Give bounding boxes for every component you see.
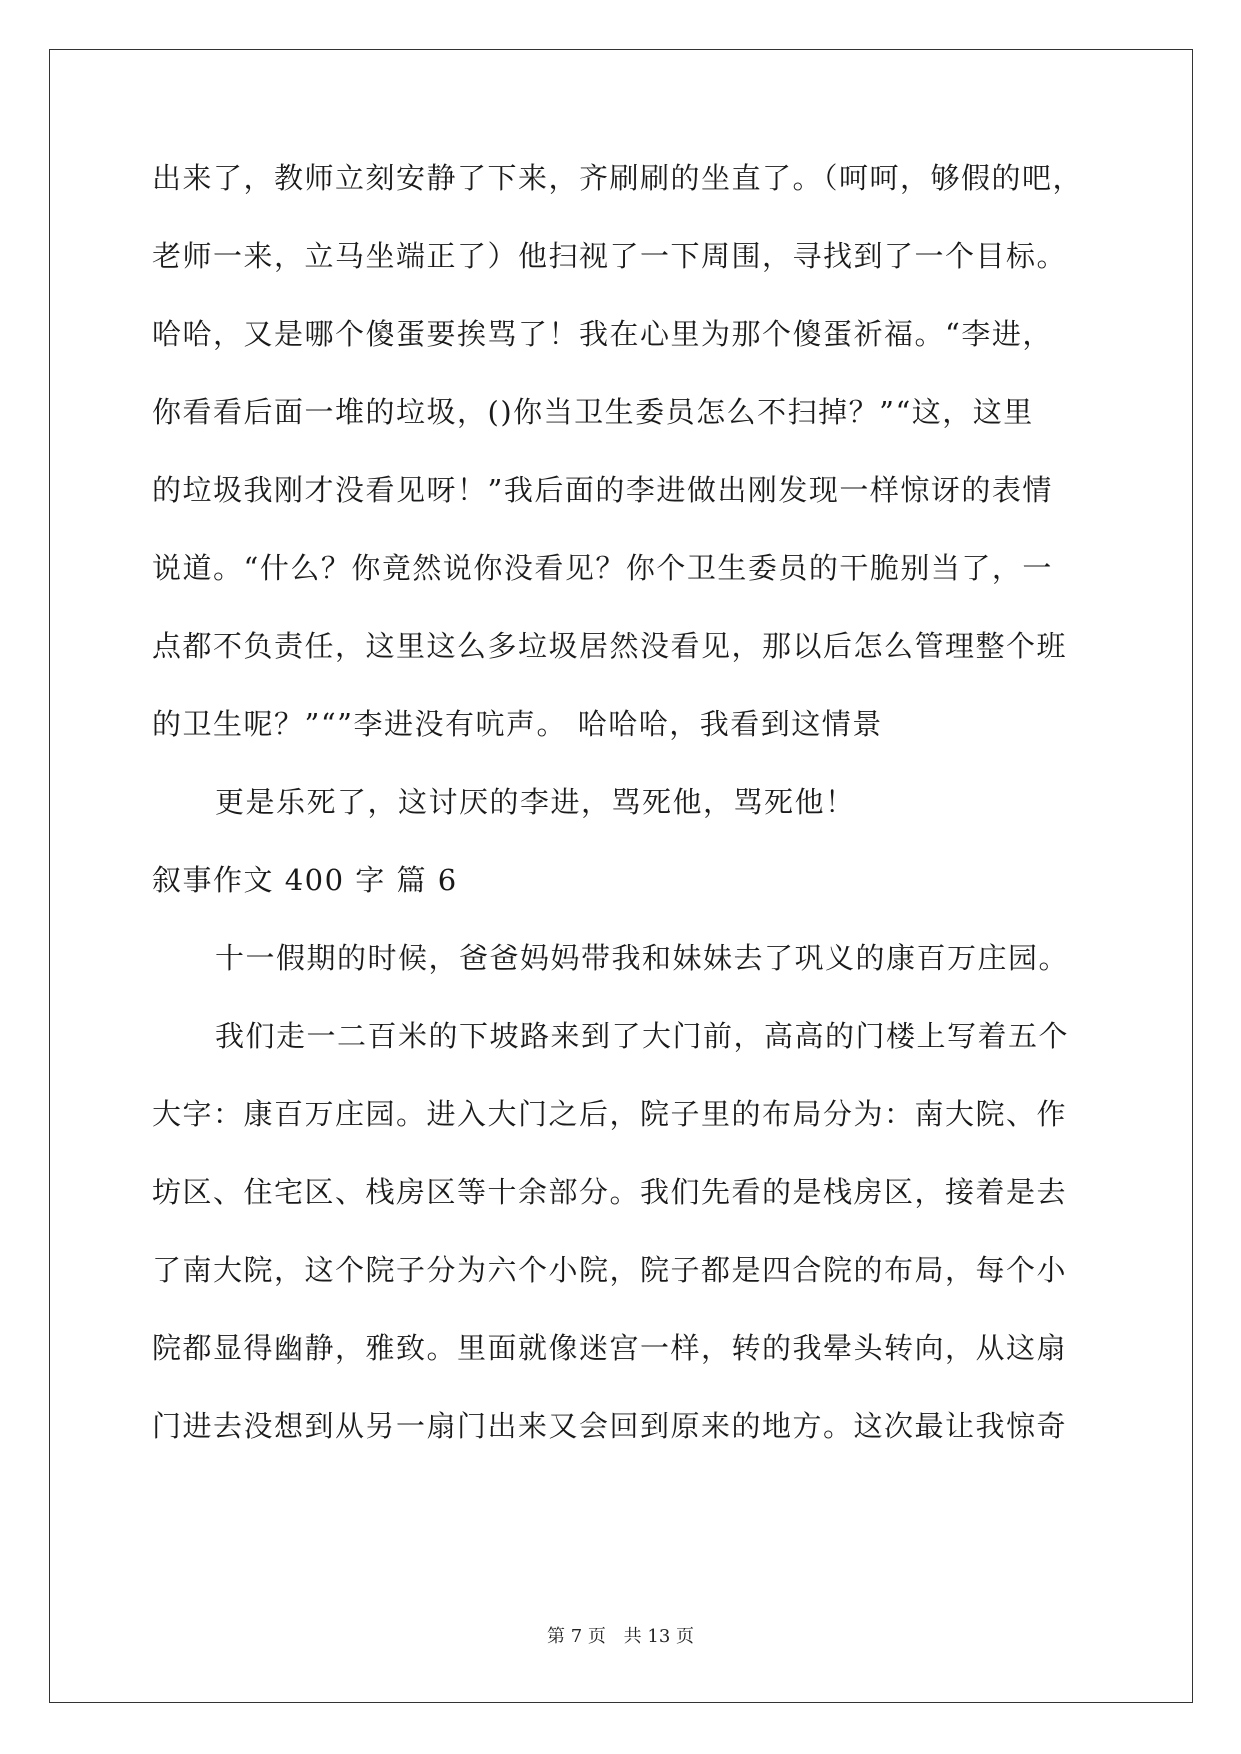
text-line: 的垃圾我刚才没看见呀！”我后面的李进做出刚发现一样惊讶的表情 [152, 473, 1053, 507]
text-line: 你看看后面一堆的垃圾，()你当卫生委员怎么不扫掉？”“这，这里 [152, 395, 1034, 429]
text-line: 出来了，教师立刻安静了下来，齐刷刷的坐直了。（呵呵，够假的吧， [152, 161, 1084, 195]
text-line: 大字：康百万庄园。进入大门之后，院子里的布局分为：南大院、作 [152, 1097, 1068, 1131]
text-line: 了南大院，这个院子分为六个小院，院子都是四合院的布局，每个小 [152, 1253, 1068, 1287]
text-line: 的卫生呢？”“”李进没有吭声。 哈哈哈，我看到这情景 [152, 707, 883, 741]
paragraph-line: 更是乐死了，这讨厌的李进，骂死他，骂死他！ [215, 785, 856, 819]
text-line: 门进去没想到从另一扇门出来又会回到原来的地方。这次最让我惊奇 [152, 1409, 1068, 1443]
page-number-current: 第 7 页 [547, 1626, 606, 1647]
section-heading: 叙事作文 400 字 篇 6 [152, 863, 458, 897]
text-line: 哈哈，又是哪个傻蛋要挨骂了！我在心里为那个傻蛋祈福。“李进， [152, 317, 1053, 351]
page-footer [0, 1626, 1241, 1648]
paragraph-line: 我们走一二百米的下坡路来到了大门前，高高的门楼上写着五个 [215, 1019, 1070, 1053]
text-line: 点都不负责任，这里这么多垃圾居然没看见，那以后怎么管理整个班 [152, 629, 1068, 663]
paragraph-line: 十一假期的时候，爸爸妈妈带我和妹妹去了巩义的康百万庄园。 [215, 941, 1070, 975]
text-line: 院都显得幽静，雅致。里面就像迷宫一样，转的我晕头转向，从这扇 [152, 1331, 1068, 1365]
text-line: 老师一来，立马坐端正了）他扫视了一下周围，寻找到了一个目标。 [152, 239, 1068, 273]
page-number-total: 共 13 页 [623, 1626, 694, 1647]
text-line: 坊区、住宅区、栈房区等十余部分。我们先看的是栈房区，接着是去 [152, 1175, 1068, 1209]
text-line: 说道。“什么？你竟然说你没看见？你个卫生委员的干脆别当了，一 [152, 551, 1053, 585]
